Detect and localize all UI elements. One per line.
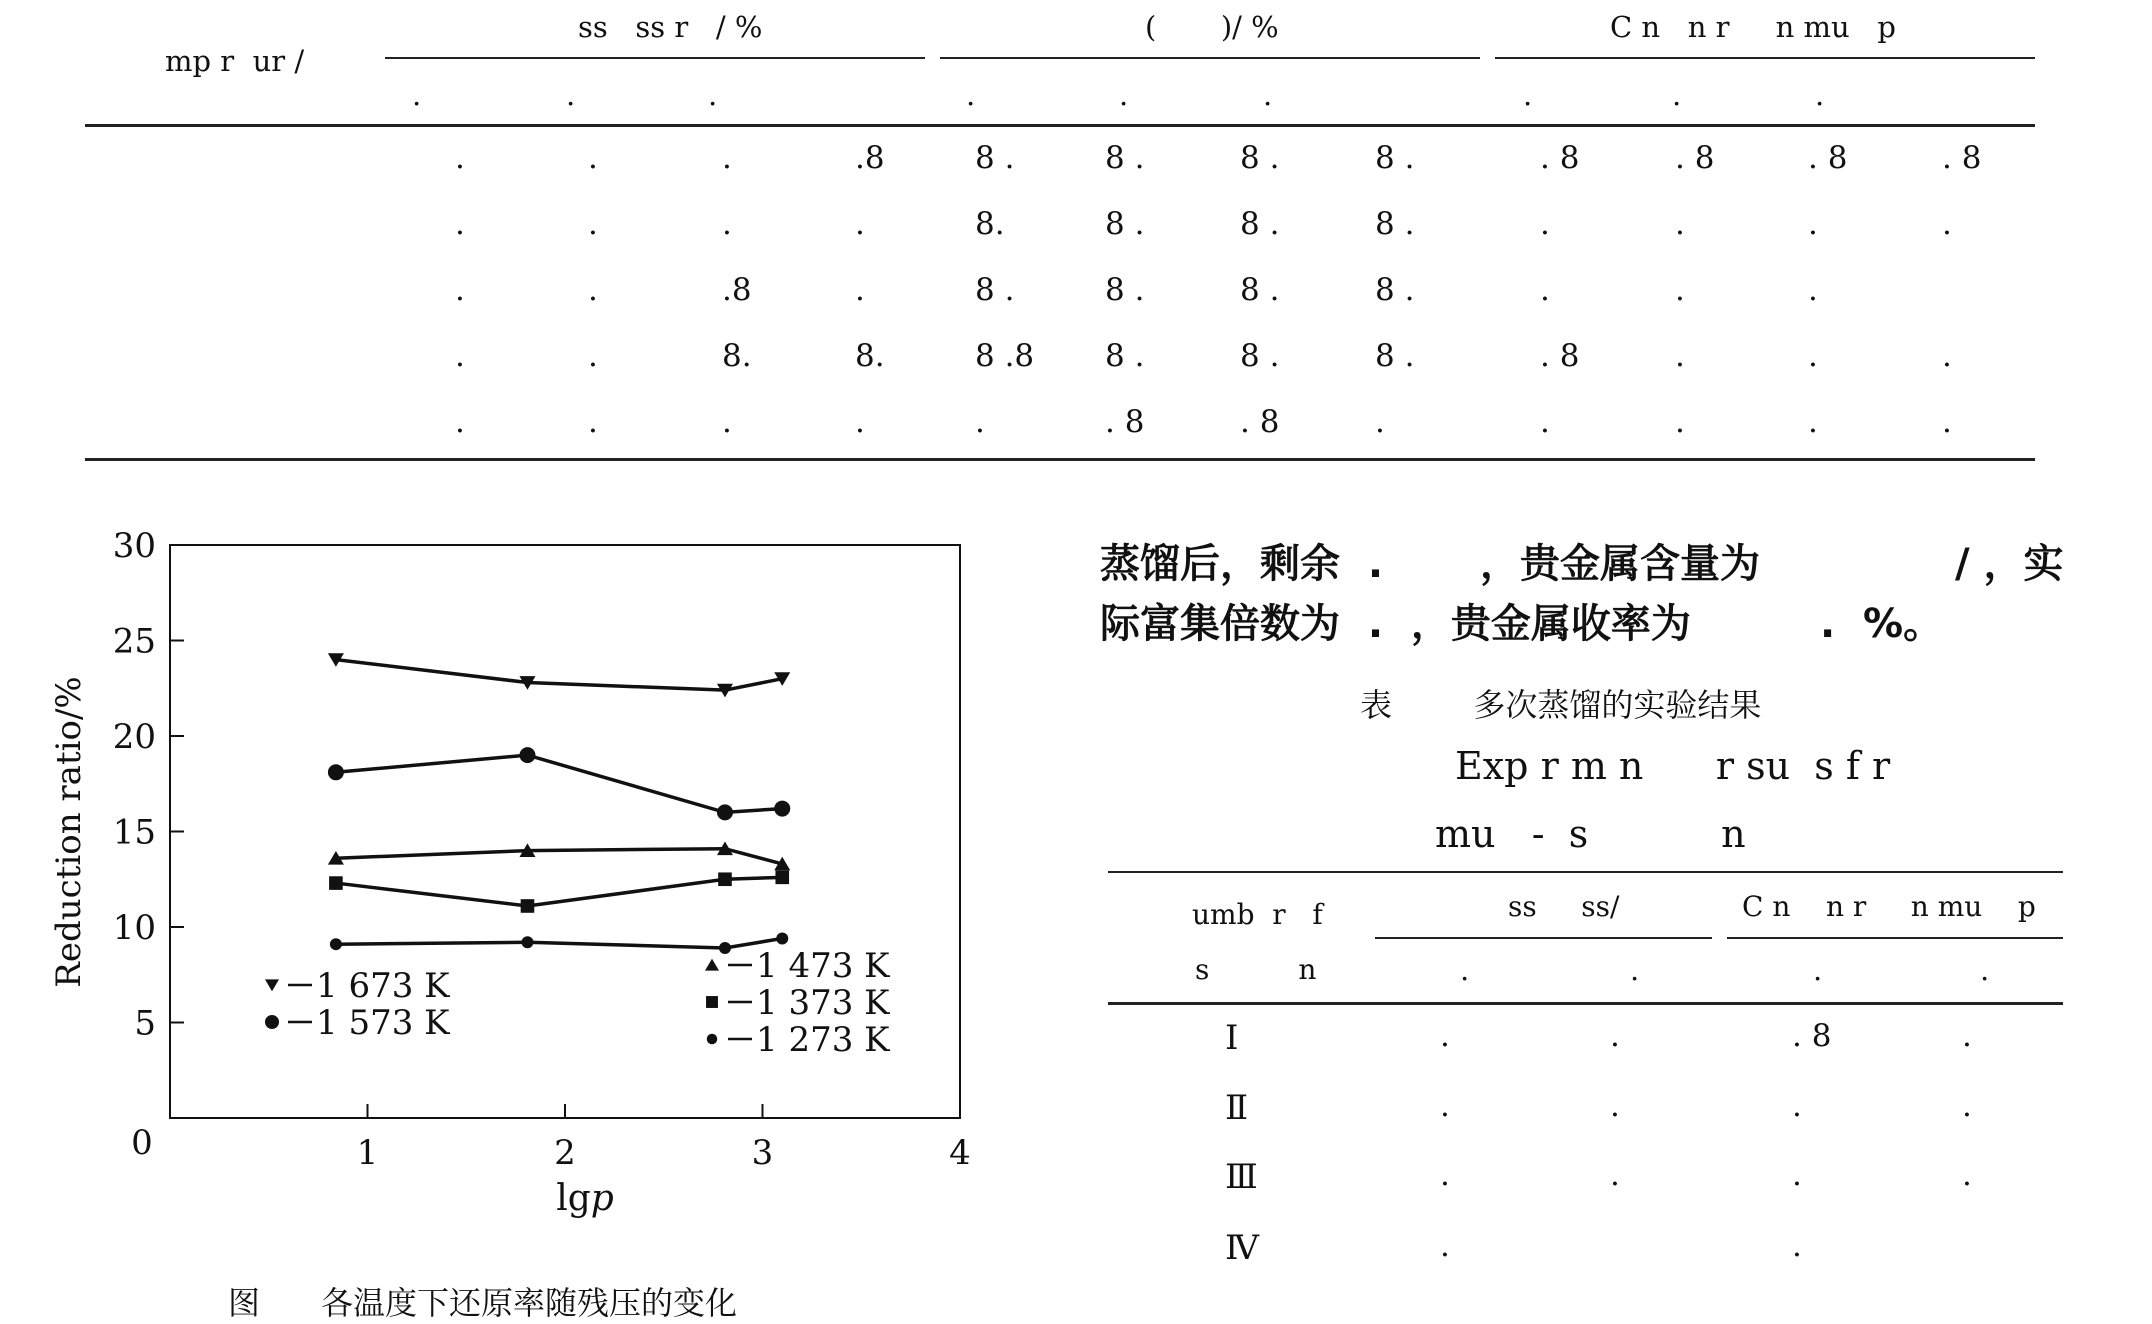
data-point (328, 764, 344, 780)
table2-cell: . (1962, 1088, 1972, 1124)
data-point (706, 996, 718, 1008)
table-cell: . (588, 206, 598, 242)
data-point (775, 871, 789, 885)
group-rule-1 (385, 57, 925, 59)
body-text-line2-a: 际富集倍数为 . ，贵金属收率为 (1100, 601, 1691, 647)
series-line (336, 938, 782, 948)
data-point (717, 804, 733, 820)
series-line (336, 877, 782, 906)
table-cell: . (1808, 404, 1818, 440)
table-cell: . (1675, 206, 1685, 242)
table2-cell: . (1610, 1088, 1620, 1124)
table-cell: 8 . (975, 140, 1015, 176)
table2-cell: . (1610, 1018, 1620, 1054)
table2-cell: . 8 (1792, 1018, 1832, 1054)
table-cell: . 8 (1808, 140, 1848, 176)
table-cell: . (455, 272, 465, 308)
sub-header: . (966, 78, 976, 112)
data-point (329, 876, 343, 890)
table-cell: . (722, 140, 732, 176)
table-cell: . (1375, 404, 1385, 440)
table2-cell: . (1962, 1018, 1972, 1054)
body-text-line1-c: / ，实 (1955, 541, 2064, 587)
table-cell: .8 (855, 140, 885, 176)
table2-row-label: Ⅲ (1225, 1157, 1258, 1197)
table2-group-header-mass-loss: ss ss/ (1508, 890, 1620, 923)
legend-label: 1 473 K (756, 946, 890, 986)
table-cell: . (455, 338, 465, 374)
col-header-temperature: mp r ur / (165, 44, 305, 78)
table2-sub-header: . (1813, 953, 1823, 987)
table2-cell: . (1440, 1088, 1450, 1124)
table-cell: 8 . (1240, 206, 1280, 242)
y-tick-label: 25 (112, 621, 156, 662)
table2-cell: . (1792, 1228, 1802, 1264)
table-caption-cn: 表 多次蒸馏的实验结果 (1360, 686, 1762, 724)
table-caption-en-1: Exp r m n r su s f r (1455, 744, 1891, 788)
x-tick-label: 2 (554, 1133, 576, 1173)
table-cell: . 8 (1240, 404, 1280, 440)
legend-label: 1 273 K (756, 1020, 890, 1060)
table-cell: . (722, 404, 732, 440)
table2-row-label: Ⅰ (1225, 1018, 1239, 1058)
table-cell: . (1808, 338, 1818, 374)
table-cell: 8 . (1375, 272, 1415, 308)
data-point (705, 959, 719, 971)
table-cell: . (722, 206, 732, 242)
table2-row-label: Ⅱ (1225, 1088, 1249, 1128)
y-tick-label: 10 (112, 908, 156, 948)
table-cell: . (1675, 272, 1685, 308)
table-cell: . 8 (1540, 338, 1580, 374)
data-point (265, 1015, 279, 1029)
table-cell: . (455, 140, 465, 176)
body-text-line1-a: 蒸馏后，剩余 . (1100, 541, 1384, 587)
table2-col0-header-2: s n (1195, 953, 1317, 986)
group-header-content: C n n r n mu p (1610, 10, 1896, 44)
group-rule-3 (1495, 57, 2035, 59)
table-cell: . 8 (1942, 140, 1982, 176)
sub-header: . (1672, 78, 1682, 112)
legend-label: 1 673 K (316, 966, 450, 1006)
origin-label: 0 (131, 1123, 153, 1163)
table-cell: . (1808, 272, 1818, 308)
table-cell: . (588, 338, 598, 374)
table2-group-header-content: C n n r n mu p (1742, 890, 2036, 923)
sub-header: . (1119, 78, 1129, 112)
sub-header: . (708, 78, 718, 112)
group-rule-2 (940, 57, 1480, 59)
table-cell: 8 . (975, 272, 1015, 308)
table-cell: . (855, 404, 865, 440)
table2-sub-header: . (1460, 953, 1470, 987)
table-cell: 8 .8 (975, 338, 1035, 374)
table2-col0-header-1: umb r f (1192, 898, 1323, 931)
table-cell: 8 . (1240, 272, 1280, 308)
table-cell: . (855, 272, 865, 308)
sub-header: . (1523, 78, 1533, 112)
group-header-paren: ( )/ % (1145, 10, 1279, 44)
series-line (336, 755, 782, 812)
table-cell: 8. (722, 338, 752, 374)
table-cell: 8 . (1375, 338, 1415, 374)
table-cell: 8 . (1240, 140, 1280, 176)
table2-sub-header: . (1630, 953, 1640, 987)
table-rule-bottom (85, 458, 2035, 461)
data-point (719, 942, 731, 954)
table-cell: . (1808, 206, 1818, 242)
body-text-line1-b: ，贵金属含量为 (1480, 541, 1760, 587)
table2-cell: . (1792, 1088, 1802, 1124)
table-cell: . 8 (1675, 140, 1715, 176)
table-cell: . (1942, 206, 1952, 242)
table2-group-rule-2 (1727, 937, 2063, 939)
y-tick-label: 15 (112, 812, 156, 853)
table2-cell: . (1440, 1018, 1450, 1054)
data-point (707, 1034, 718, 1045)
table2-cell: . (1962, 1157, 1972, 1193)
table-cell: . (455, 404, 465, 440)
x-tick-label: 3 (751, 1133, 774, 1173)
table2-cell: . (1792, 1157, 1802, 1193)
table2-sub-header: . (1980, 953, 1990, 987)
table-cell: 8 . (1105, 206, 1145, 242)
table-cell: 8 . (1105, 140, 1145, 176)
table-cell: . 8 (1105, 404, 1145, 440)
table-cell: . (1540, 206, 1550, 242)
table-cell: . (1942, 404, 1952, 440)
table-cell: . 8 (1540, 140, 1580, 176)
table-cell: 8 . (1375, 206, 1415, 242)
body-text-line2-b: . %。 (1820, 601, 1944, 647)
table-cell: 8 . (1375, 140, 1415, 176)
table-cell: 8. (855, 338, 885, 374)
table-rule-mid (85, 124, 2035, 127)
x-tick-label: 4 (949, 1133, 971, 1173)
data-point (776, 932, 788, 944)
data-point (265, 979, 279, 991)
sub-header: . (412, 78, 422, 112)
table2-cell: . (1610, 1157, 1620, 1193)
x-tick-label: 1 (356, 1133, 379, 1173)
data-point (521, 936, 533, 948)
y-tick-label: 30 (112, 526, 156, 566)
group-header-mass-loss: ss ss r / % (578, 10, 763, 44)
table2-cell: . (1440, 1228, 1450, 1264)
table-cell: . (1540, 404, 1550, 440)
table-cell: . (1675, 338, 1685, 374)
table-cell: 8 . (1105, 338, 1145, 374)
table-caption-en-2: mu - s n (1435, 812, 1746, 856)
table-cell: . (588, 140, 598, 176)
y-tick-label: 5 (134, 1003, 156, 1044)
y-tick-label: 20 (112, 717, 156, 757)
table2-rule-mid (1108, 1002, 2063, 1005)
table2-rule-top (1108, 871, 2063, 873)
y-axis-label: Reduction ratio/% (49, 676, 89, 988)
data-point (718, 872, 732, 886)
legend-label: 1 573 K (316, 1003, 450, 1043)
reduction-ratio-chart (40, 520, 1000, 1260)
table-cell: 8. (975, 206, 1005, 242)
sub-header: . (1263, 78, 1273, 112)
data-point (521, 899, 535, 913)
table-cell: . (1540, 272, 1550, 308)
series-line (336, 849, 782, 864)
table-cell: 8 . (1240, 338, 1280, 374)
table-cell: . (588, 404, 598, 440)
x-axis-label: lgp (556, 1178, 614, 1219)
table2-cell: . (1440, 1157, 1450, 1193)
figure-caption: 图 各温度下还原率随残压的变化 (228, 1284, 738, 1322)
table-cell: . (588, 272, 598, 308)
table2-group-rule-1 (1375, 937, 1712, 939)
table-cell: . (455, 206, 465, 242)
table-cell: . (975, 404, 985, 440)
data-point (330, 938, 342, 950)
table-cell: . (1675, 404, 1685, 440)
legend-label: 1 373 K (756, 983, 890, 1023)
table-cell: .8 (722, 272, 752, 308)
data-point (519, 747, 535, 763)
data-point (774, 801, 790, 817)
sub-header: . (1815, 78, 1825, 112)
table2-row-label: Ⅳ (1225, 1228, 1259, 1268)
table-cell: . (855, 206, 865, 242)
sub-header: . (566, 78, 576, 112)
series-line (336, 660, 782, 691)
table-cell: 8 . (1105, 272, 1145, 308)
table-cell: . (1942, 338, 1952, 374)
